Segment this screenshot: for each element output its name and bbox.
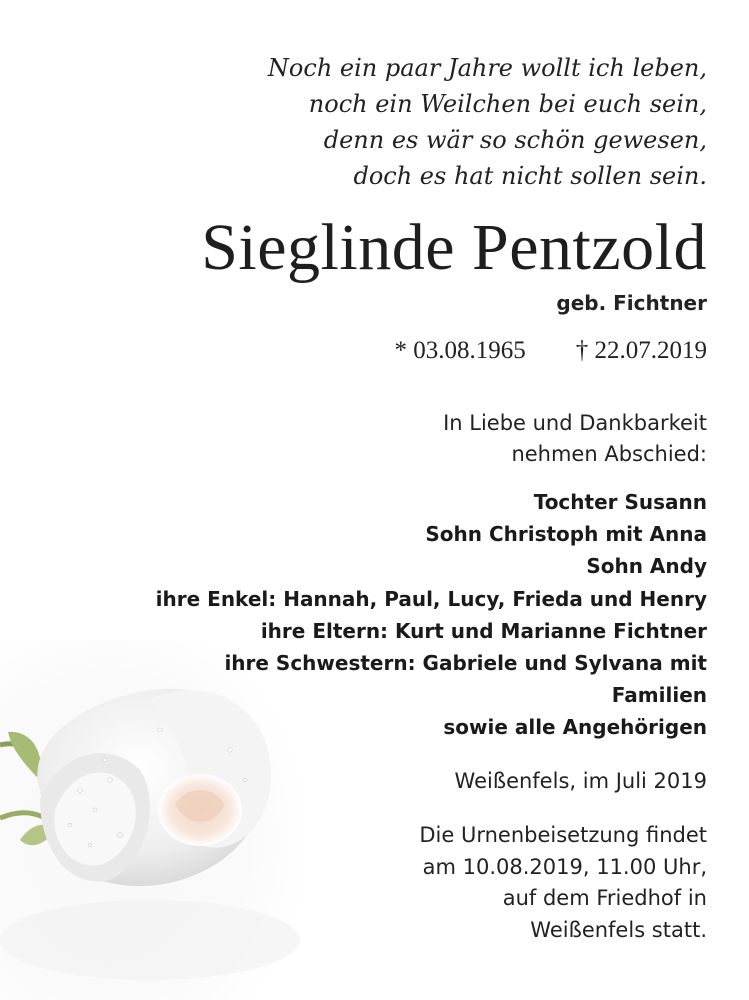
deceased-name: Sieglinde Pentzold — [201, 211, 707, 284]
poem-line: denn es wär so schön gewesen, — [323, 126, 707, 154]
mourner-entry: ihre Schwestern: Gabriele und Sylvana mit — [224, 651, 707, 676]
mourners-list — [107, 486, 707, 744]
poem-line: noch ein Weilchen bei euch sein, — [308, 90, 707, 118]
mourner-entry: Familien — [611, 683, 707, 708]
mourner-entry: Sohn Christoph mit Anna — [425, 522, 707, 547]
place-and-date: Weißenfels, im Juli 2019 — [454, 769, 707, 793]
mourner-entry: ihre Eltern: Kurt und Marianne Fichtner — [260, 618, 707, 643]
burial-line: Die Urnenbeisetzung findet — [419, 823, 707, 847]
poem-line: doch es hat nicht sollen sein. — [353, 162, 707, 190]
birth-date: * 03.08.1965 — [394, 337, 526, 364]
life-dates — [395, 336, 708, 366]
death-date: † 22.07.2019 — [575, 337, 707, 364]
mourner-entry: Tochter Susann — [533, 490, 707, 514]
burial-line: auf dem Friedhof in — [502, 886, 707, 910]
burial-notice — [419, 820, 707, 946]
farewell-intro — [443, 408, 707, 470]
intro-line: In Liebe und Dankbarkeit — [443, 411, 707, 435]
mourner-entry: ihre Enkel: Hannah, Paul, Lucy, Frieda und Henry — [155, 586, 707, 611]
poem-line: Noch ein paar Jahre wollt ich leben, — [267, 54, 707, 82]
mourner-entry: sowie alle Angehörigen — [443, 715, 707, 740]
burial-line: am 10.08.2019, 11.00 Uhr, — [422, 854, 707, 879]
mourner-entry: Sohn Andy — [586, 554, 707, 579]
burial-line: Weißenfels statt. — [530, 917, 707, 942]
intro-line: nehmen Abschied: — [511, 442, 707, 466]
maiden-name: geb. Fichtner — [556, 291, 707, 315]
poem — [268, 50, 707, 194]
